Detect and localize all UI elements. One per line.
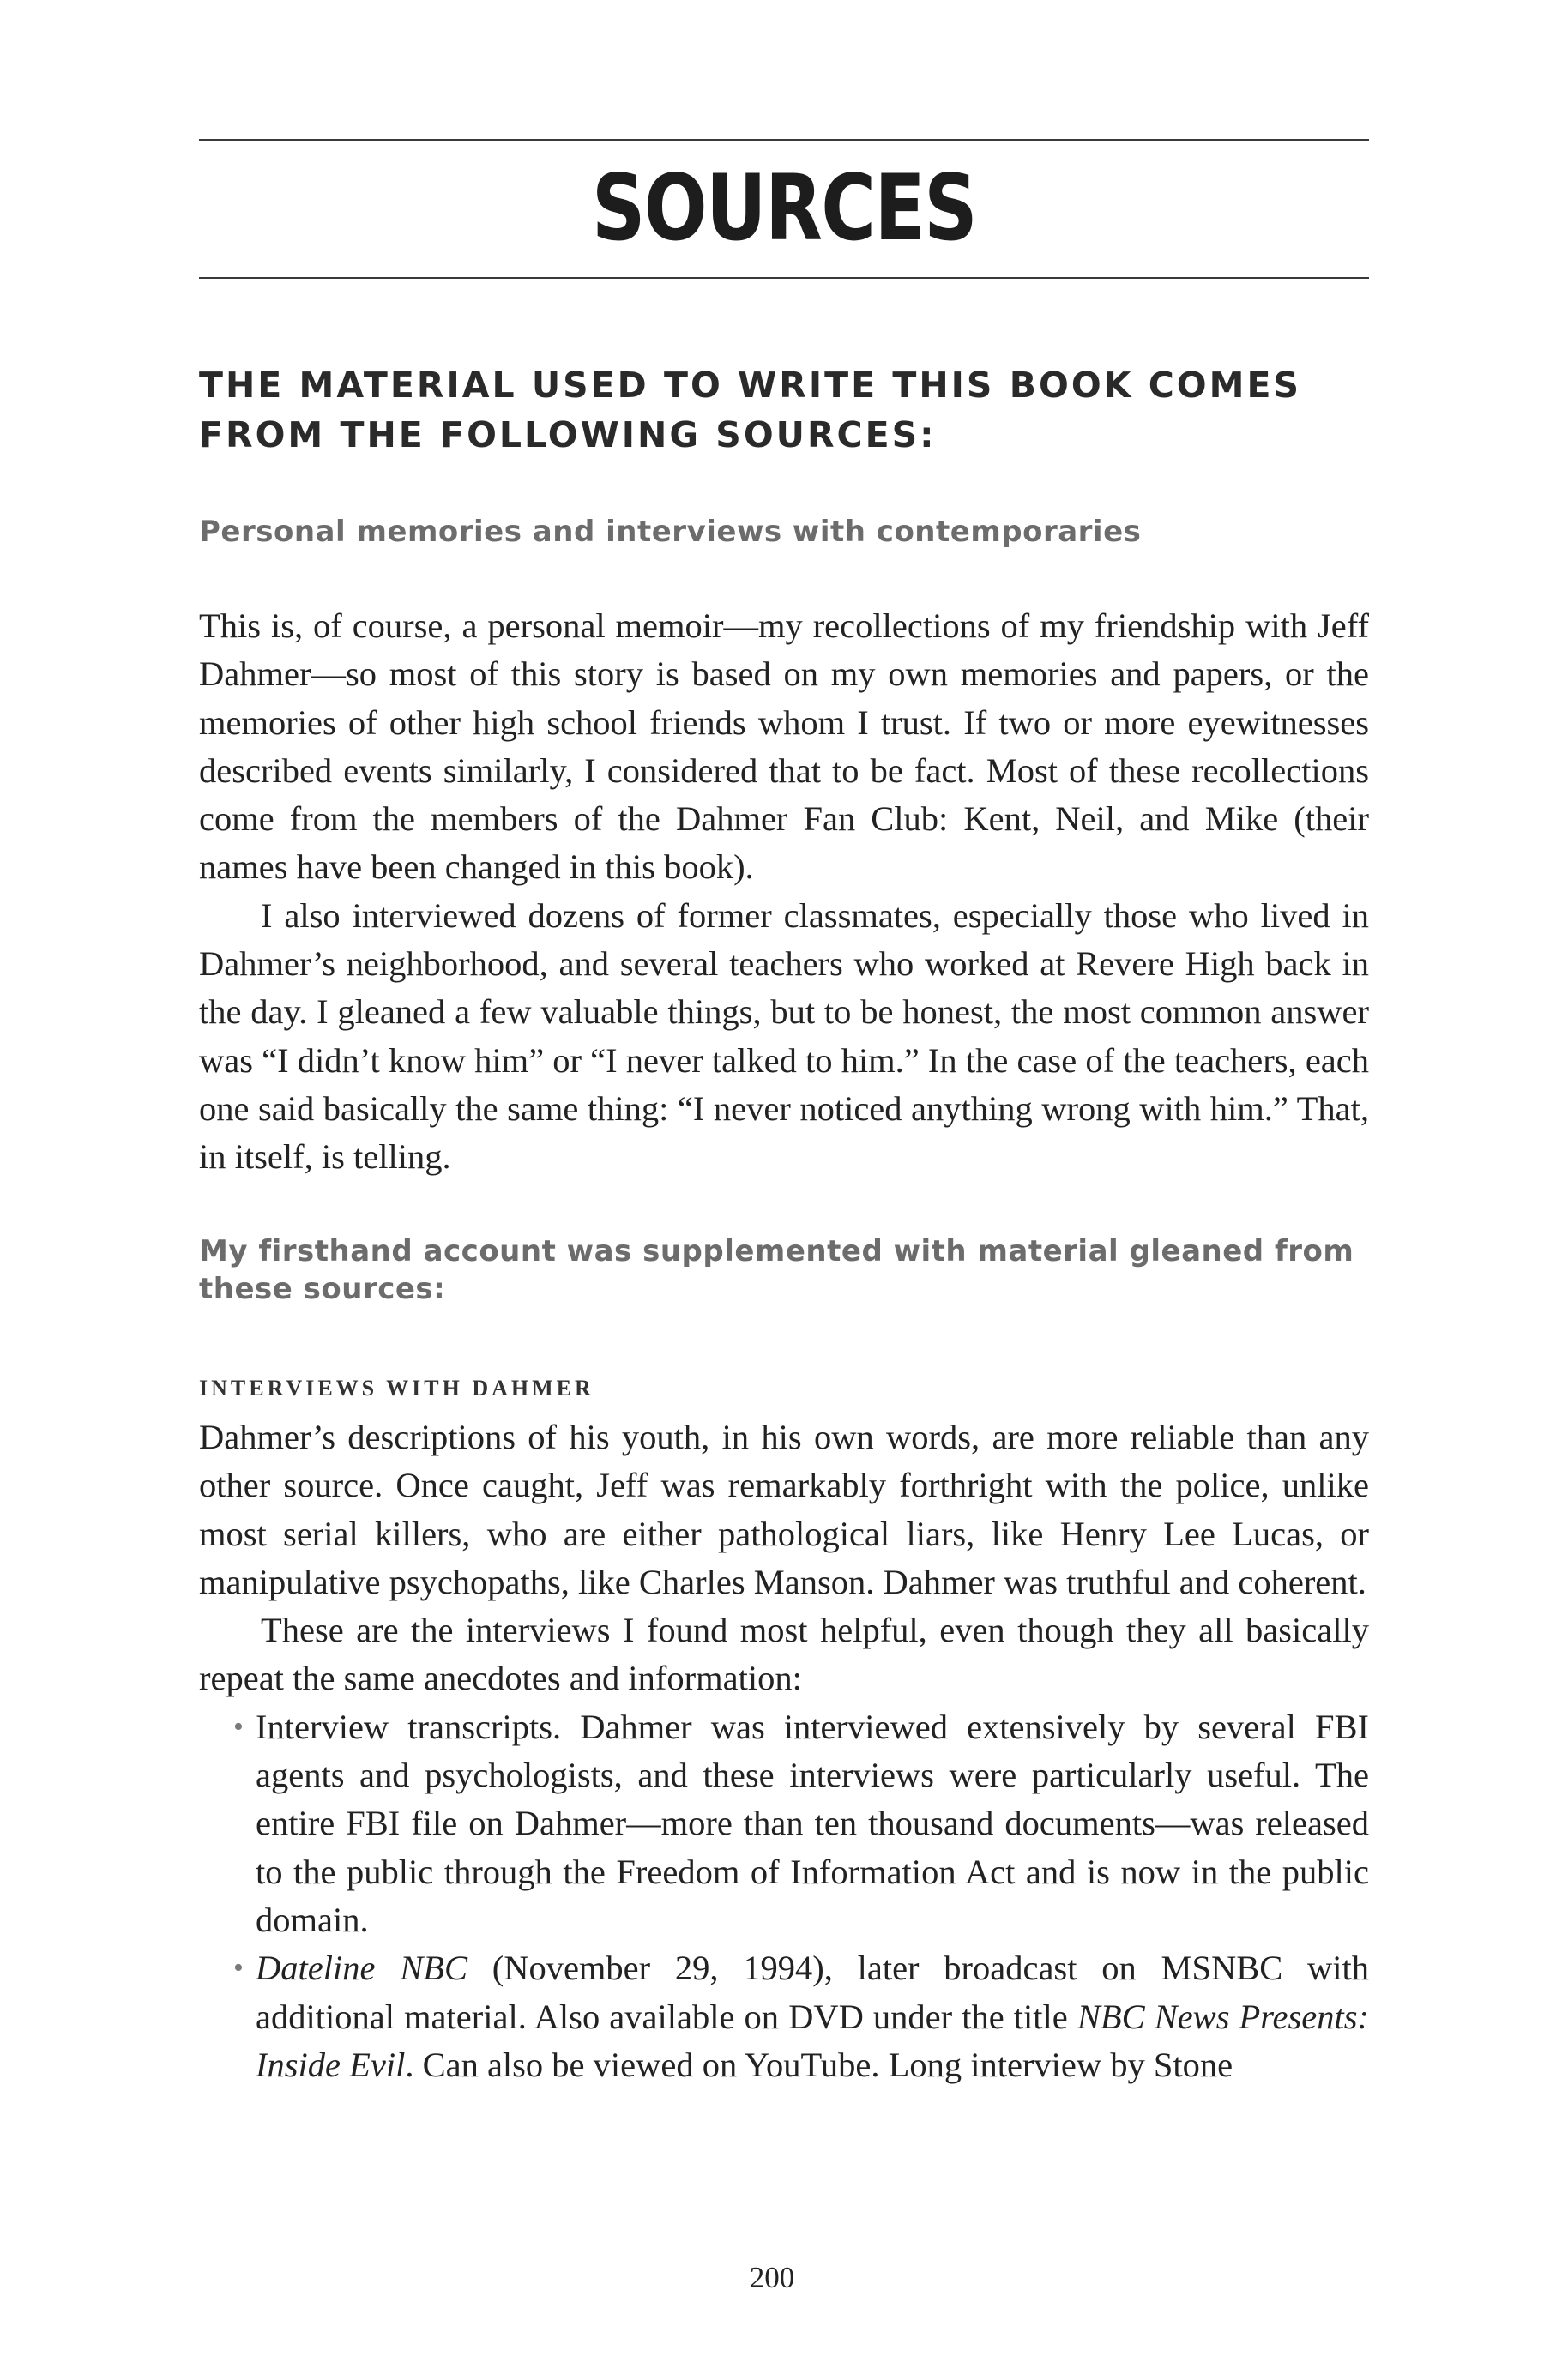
memories-body xyxy=(199,602,1369,1182)
lead-heading: THE MATERIAL USED TO WRITE THIS BOOK COMES FROM THE FOLLOWING SOURCES: xyxy=(199,365,1301,455)
paragraph: This is, of course, a personal memoir—my recollections of my friendship with Jeff Dahmer—so most of this story is based on my own memories and papers, or the memories of other high school friends whom I trust. If two or more eyewitnesses described events similarly, I considered that to be fact. Most of these recollections come from the members of the Dahmer Fan Club: Kent, Neil, and Mike (their names have been changed in this book). xyxy=(199,606,1369,887)
interviews-body xyxy=(199,1413,1369,2089)
bullet-icon: • xyxy=(233,1952,244,1985)
dvd-title: NBC News Presents: Inside Evil xyxy=(256,1997,1369,2084)
paragraph: These are the interviews I found most helpful, even though they all basically repeat the same anecdotes and information: xyxy=(199,1611,1369,1698)
list-item xyxy=(199,1944,1369,2089)
page-number: 200 xyxy=(749,2261,795,2294)
list-item xyxy=(199,1703,1369,1944)
title-bottom-rule xyxy=(199,277,1369,279)
section-heading-memories: Personal memories and interviews with contemporaries xyxy=(199,515,1142,549)
bullet-icon: • xyxy=(233,1710,244,1743)
subheading-interviews: INTERVIEWS WITH DAHMER xyxy=(199,1376,594,1401)
list-item-text: Interview transcripts. Dahmer was interviewed extensively by several FBI agents and psychologists, and these interviews were particularly useful. The entire FBI file on Dahmer—more than ten thousand documents—was released to the public through the Freedom of Information Act and is now in the public domain. xyxy=(256,1707,1369,1939)
title-top-rule xyxy=(199,139,1369,141)
list-item-text: (November 29, 1994), later broadcast on MSNBC with additional material. Also available on DVD under the title xyxy=(256,1949,1369,2036)
paragraph: Dahmer’s descriptions of his youth, in his own words, are more reliable than any other source. Once caught, Jeff was remarkably forthright with the police, unlike most serial killers, who are either pathological liars, like Henry Lee Lucas, or manipulative psychopaths, like Charles Manson. Dahmer was truthful and coherent. xyxy=(199,1418,1369,1601)
interview-list xyxy=(199,1703,1369,2089)
list-item-text: . Can also be viewed on YouTube. Long interview by Stone xyxy=(405,2045,1233,2084)
program-title: Dateline NBC xyxy=(256,1949,467,1988)
page-title: SOURCES xyxy=(591,155,977,261)
section-heading-supplemental: My firsthand account was supplemented with material gleaned from these sources: xyxy=(199,1234,1354,1306)
paragraph: I also interviewed dozens of former classmates, especially those who lived in Dahmer’s neighborhood, and several teachers who worked at Revere High back in the day. I gleaned a few valuable things, but to be honest, the most common answer was “I didn’t know him” or “I never talked to him.” In the case of the teachers, each one said basically the same thing: “I never noticed anything wrong with him.” That, in itself, is telling. xyxy=(199,895,1369,1177)
